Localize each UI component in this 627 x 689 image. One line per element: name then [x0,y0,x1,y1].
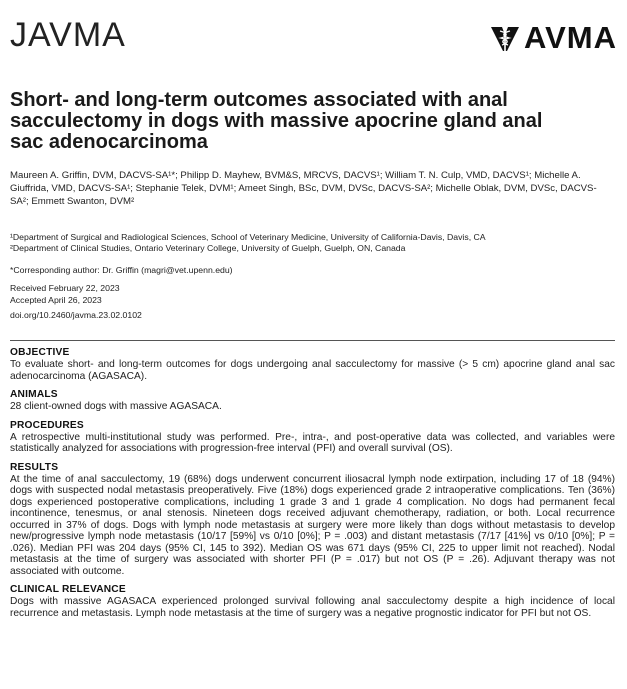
clinical-relevance-text: Dogs with massive AGASACA experienced prolonged survival following anal sacculectomy despite a high incidence of local recurrence and metastasis. Lymph node metastasis at the time of surgery was a negative prognostic indicator for PFI but not OS. [10,596,615,619]
article-title: Short- and long-term outcomes associated with anal sacculectomy in dogs with massive apocrine gland anal sac adenocarcinoma [10,89,543,153]
accepted-date: Accepted April 26, 2023 [10,294,102,305]
brand-wordmark: AVMA [524,20,617,55]
clinical-relevance-heading: CLINICAL RELEVANCE [10,584,126,595]
section-divider [10,340,615,341]
masthead [10,16,617,60]
corresponding-author: *Corresponding author: Dr. Griffin (magri@vet.upenn.edu) [10,265,233,275]
animals-heading: ANIMALS [10,389,58,400]
affiliations [10,232,615,254]
affiliation-2: ²Department of Clinical Studies, Ontario Veterinary College, University of Guelph, Guelph, ON, Canada [10,243,406,253]
results-heading: RESULTS [10,461,59,473]
caduceus-v-icon [490,23,520,53]
avma-logo[interactable] [490,20,617,56]
article-dates [10,283,120,306]
animals-text: 28 client-owned dogs with massive AGASACA. [10,401,222,412]
abstract [10,347,615,619]
affiliation-1: ¹Department of Surgical and Radiological Sciences, School of Veterinary Medicine, University of California-Davis, Davis, CA [10,232,486,242]
objective-text: To evaluate short- and long-term outcomes for dogs undergoing anal sacculectomy for massive (> 5 cm) apocrine gland anal sac adenocarcinoma (AGASACA). [10,359,615,382]
results-text: At the time of anal sacculectomy, 19 (68%) dogs underwent concurrent iliosacral lymph node extirpation, including 17 of 18 (94%) dogs with suspected nodal metastasis preoperatively. Five (18%) dogs experienced grade 2 intraoperative complications. Ten (36%) dogs experienced postoperative complications, including 1 grade 3 and 1 grade 4 complication. No dogs had permanent fecal incontinence, tenesmus, or anal stenosis. Nineteen dogs received adjuvant chemotherapy, radiation, or both. Local recurrence occurred in 37% of dogs. Dogs with lymph node metastasis at surgery were more likely than dogs without metastasis to develop new/progressive lymph node metastasis (10/17 [59%] vs 0/10 [0%]; P = .003) and distant metastasis (7/17 [41%] vs 0/10 [0%]; P = .026). Median PFI was 204 days (95% CI, 145 to 392). Median OS was 671 days (95% CI, 225 to upper limit not reached). Nodal metastasis at the time of surgery was associated with shorter PFI (P = .017) but not OS (P = .26). Adjuvant therapy was not associated with outcome. [10,473,615,577]
doi-link[interactable]: doi.org/10.2460/javma.23.02.0102 [10,310,142,320]
procedures-heading: PROCEDURES [10,419,84,431]
objective-heading: OBJECTIVE [10,347,70,358]
author-list: Maureen A. Griffin, DVM, DACVS-SA¹*; Philipp D. Mayhew, BVM&S, MRCVS, DACVS¹; William T. N. Culp, VMD, DACVS¹; Michelle A. Giuffrida, VMD, DACVS-SA¹; Stephanie Telek, DVM¹; Ameet Singh, BSc, DVM, DVSc, DACVS-SA²; Michelle Oblak, DVM, DVSc, DACVS-SA²; Emmett Swanton, DVM² [10,170,597,207]
procedures-text: A retrospective multi-institutional study was performed. Pre-, intra-, and post-operative data was collected, and variables were statistically analyzed for associations with progression-free interval (PFI) and overall survival (OS). [10,431,615,454]
received-date: Received February 22, 2023 [10,283,120,293]
journal-name: JAVMA [10,16,126,54]
